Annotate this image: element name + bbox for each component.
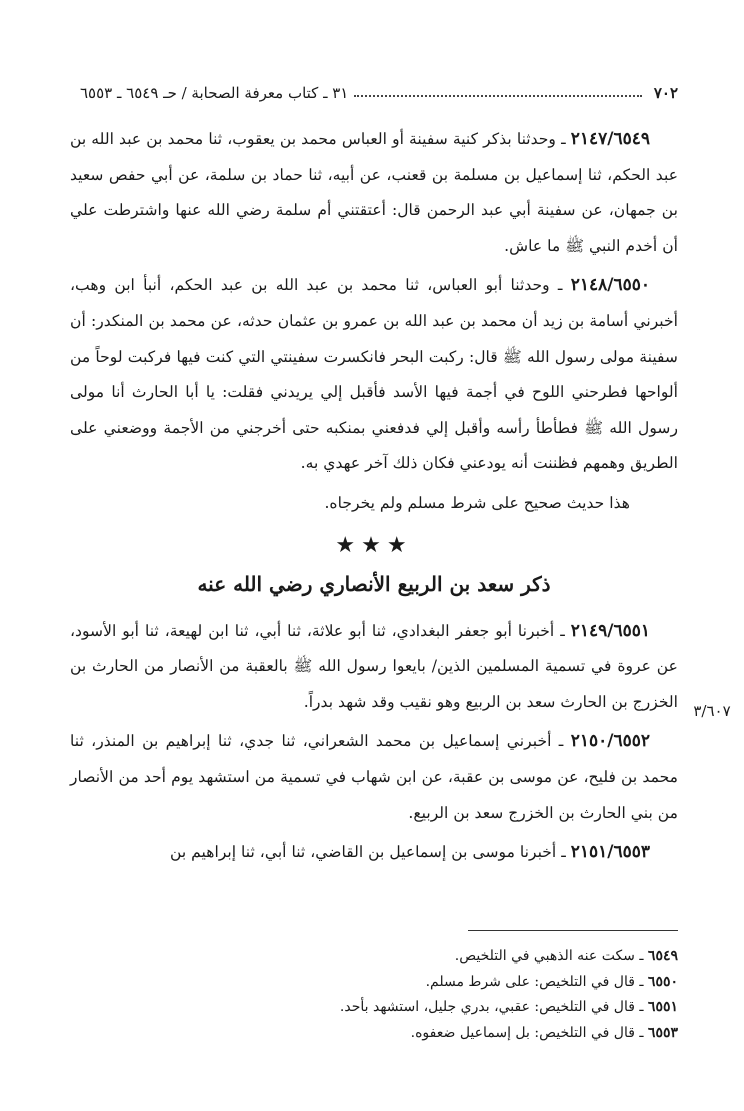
hadith-text: ـ أخبرني إسماعيل بن محمد الشعراني، ثنا جدي، ثنا إبراهيم بن المنذر، ثنا محمد بن فليح، عن موسى بن عقبة، عن ابن شهاب في تسمية من استشهد يوم أحد من الأنصار من بني الحارث بن الخزرج سعد بن الربيع.: [70, 732, 678, 822]
hadith-paragraph: [70, 268, 678, 482]
footnote-number: ٦٥٥١: [647, 999, 678, 1015]
hadith-paragraph: [70, 614, 678, 721]
footnote: [70, 995, 678, 1021]
verdict-line: هذا حديث صحيح على شرط مسلم ولم يخرجاه.: [324, 493, 630, 512]
running-head-title: ٣١ ـ كتاب معرفة الصحابة / حـ ٦٥٤٩ ـ ٦٥٥٣: [80, 84, 349, 102]
hadith-paragraph: [70, 122, 678, 264]
hadith-text: ـ وحدثنا أبو العباس، ثنا محمد بن عبد الله بن عبد الحكم، أنبأ ابن وهب، أخبرني أسامة بن زيد أن محمد بن عبد الله بن عمرو بن عثمان حدثه، عن محمد بن المنكدر: أن سفينة مولى رسول الله ﷺ قال: ركبت البحر فانكسرت سفينتي التي كنت فيها فركبت لوحاً من ألواحها فطرحني اللوح في أجمة فيها الأسد فأقبل إلي يريدني فقلت: يا أبا الحارث أنا مولى رسول الله ﷺ فطأطأ رأسه وأقبل إلي فدفعني بمنكبه حتى أخرجني من الأجمة ووضعني على الطريق وهمهم فظننت أنه يودعني فكان ذلك آخر عهدي به.: [70, 276, 678, 473]
hadith-paragraph: [70, 835, 678, 871]
footnote-number: ٦٥٤٩: [647, 948, 678, 964]
hadith-text: ـ وحدثنا بذكر كنية سفينة أو العباس محمد بن يعقوب، ثنا محمد بن عبد الله بن عبد الحكم، ثنا إسماعيل بن مسلمة بن قعنب، عن أبيه، ثنا حماد بن سلمة، عن أبي حفص سعيد بن جمهان، عن سفينة أبي عبد الرحمن قال: أعتقتني أم سلمة رضي الله عنها واشترطت علي أن أخدم النبي ﷺ ما عاش.: [70, 130, 678, 255]
dotted-leader: [354, 95, 641, 97]
section-title: ذكر سعد بن الربيع الأنصاري رضي الله عنه: [197, 571, 551, 596]
footnote-text: ـ سكت عنه الذهبي في التلخيص.: [454, 948, 648, 964]
hadith-number: ٢١٥١/٦٥٥٣: [570, 842, 650, 863]
footnotes: [70, 944, 678, 1046]
page-number: ٧٠٢: [653, 84, 678, 102]
hadith-number: ٢١٤٩/٦٥٥١: [570, 620, 650, 641]
hadith-number: ٢١٤٧/٦٥٤٩: [570, 129, 650, 149]
hadith-text: ـ أخبرنا موسى بن إسماعيل بن القاضي، ثنا أبي، ثنا إبراهيم بن: [170, 843, 571, 862]
section-separator-stars: ★★★: [335, 532, 413, 558]
footnote-text: ـ قال في التلخيص: عقبي، بدري جليل، استشهد بأحد.: [339, 999, 648, 1015]
hadith-number: ٢١٥٠/٦٥٥٢: [570, 731, 650, 752]
running-head: [80, 76, 678, 102]
hadith-number: ٢١٤٨/٦٥٥٠: [570, 275, 650, 296]
hadith-text: ـ أخبرنا أبو جعفر البغدادي، ثنا أبو علاثة، ثنا أبي، ثنا ابن لهيعة، ثنا أبو الأسود، عن عروة في تسمية المسلمين الذين/ بايعوا رسول الله ﷺ بالعقبة من الأنصار من الحارث بن الخزرج بن الحارث سعد بن الربيع وهو نقيب وقد شهد بدراً.: [70, 621, 678, 711]
hadith-paragraph: [70, 724, 678, 831]
main-text: [70, 122, 678, 871]
margin-reference: ٣/٦٠٧: [693, 702, 731, 720]
footnote-text: ـ قال في التلخيص: على شرط مسلم.: [425, 973, 648, 990]
footnote: [70, 1021, 678, 1047]
footnote: [70, 944, 678, 970]
footnote-number: ٦٥٥٣: [647, 1024, 678, 1041]
footnote: [70, 970, 678, 996]
footnote-rule: [468, 930, 678, 931]
footnote-text: ـ قال في التلخيص: بل إسماعيل ضعفوه.: [410, 1024, 648, 1041]
footnote-number: ٦٥٥٠: [647, 973, 678, 990]
